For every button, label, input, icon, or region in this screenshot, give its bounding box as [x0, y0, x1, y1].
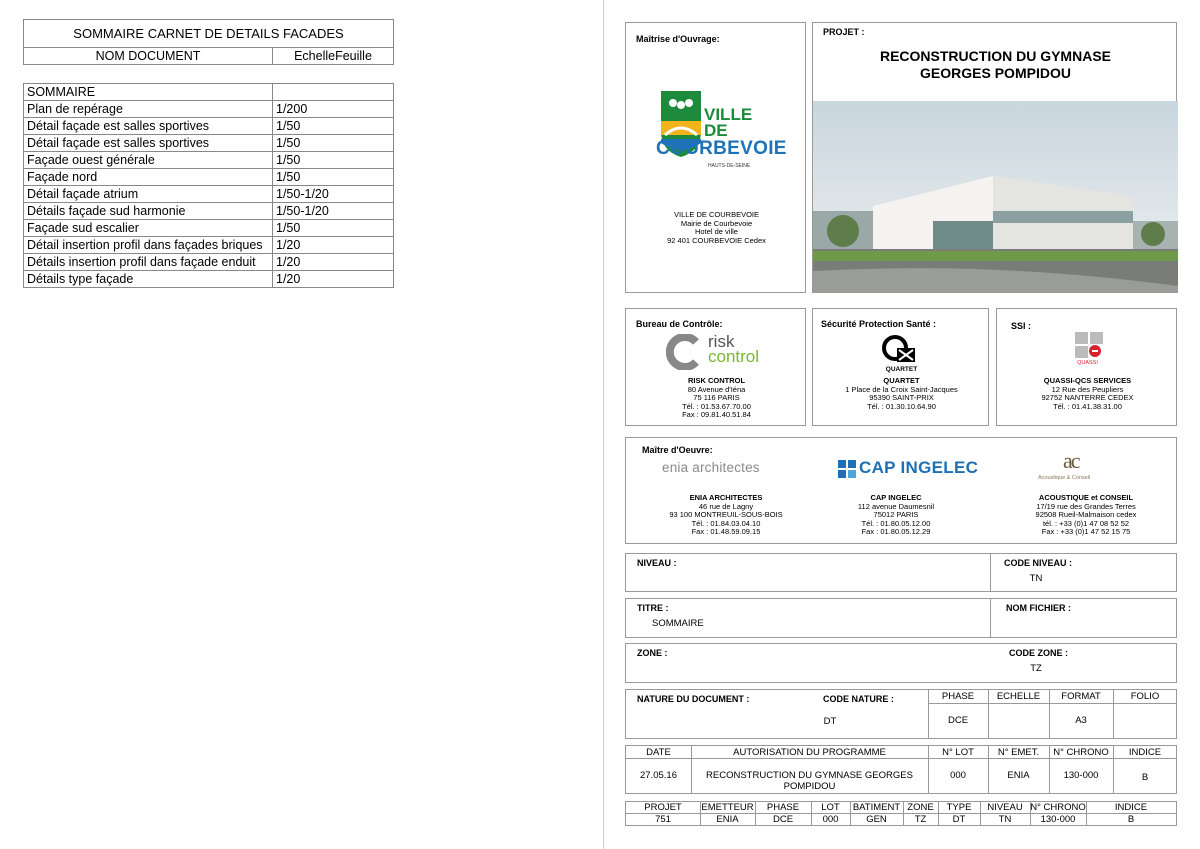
- quartet-address-line: 1 Place de la Croix Saint-Jacques: [845, 384, 958, 394]
- titre-value: SOMMAIRE: [652, 618, 704, 629]
- risk-logo-line1: risk: [708, 332, 735, 351]
- risk-address: [626, 377, 807, 420]
- divider: [626, 758, 1176, 759]
- quassi-logo-text: QUASSI: [1077, 360, 1098, 366]
- zone-label: ZONE :: [637, 648, 668, 658]
- sheet-divider: [603, 0, 604, 849]
- autorisation-header: AUTORISATION DU PROGRAMME: [733, 747, 886, 758]
- chrono-value: 130-000: [1063, 770, 1099, 781]
- code-header-cell: PHASE: [766, 802, 800, 813]
- ac-address: [996, 494, 1176, 537]
- format-header: FORMAT: [1061, 691, 1101, 702]
- summary-table: [23, 83, 394, 288]
- enia-address: [626, 494, 826, 537]
- phase-value: DCE: [947, 715, 969, 726]
- summary-row-name: Détail insertion profil dans façades briques: [24, 237, 273, 254]
- divider: [990, 554, 991, 591]
- logo-de: DE: [704, 121, 728, 140]
- autorisation-line2: POMPIDOU: [783, 781, 836, 792]
- summary-row-scale: 1/50: [273, 118, 394, 135]
- code-value-cell: GEN: [866, 814, 887, 825]
- summary-row-name: Détails insertion profil dans façade enduit: [24, 254, 273, 271]
- summary-row-scale: 1/50: [273, 152, 394, 169]
- cap-address-line: 112 avenue Daumesnil: [857, 501, 935, 511]
- enia-address-line: 93 100 MONTREUIL-SOUS-BOIS: [669, 510, 783, 520]
- chrono-header: N° CHRONO: [1053, 747, 1109, 758]
- cap-address-line: 75012 PARIS: [873, 510, 919, 520]
- enia-address-line: 46 rue de Lagny: [698, 501, 754, 511]
- sps-label: Sécurité Protection Santé :: [821, 319, 937, 329]
- enia-address-line: Fax : 01.48.59.09.15: [691, 527, 761, 537]
- ac-address-line: 92508 Rueil-Malmaison cedex: [1035, 510, 1137, 520]
- code-niveau-label: CODE NIVEAU :: [1004, 558, 1073, 568]
- bureau-label: Bureau de Contrôle:: [636, 319, 723, 329]
- ac-address-line: tél. : +33 (0)1 47 08 52 52: [1042, 518, 1130, 528]
- summary-row-name: Détail façade est salles sportives: [24, 135, 273, 152]
- risk-address-line: Tél. : 01.53.67.70.00: [682, 401, 751, 411]
- code-header-cell: INDICE: [1114, 802, 1148, 813]
- divider: [990, 599, 991, 637]
- risk-logo-line2: control: [708, 347, 760, 366]
- summary-title: SOMMAIRE CARNET DE DETAILS FACADES: [24, 20, 394, 48]
- summary-row: [24, 237, 394, 254]
- titre-label: TITRE :: [637, 603, 669, 613]
- code-value-cell: 130-000: [1040, 814, 1076, 825]
- logo-hauts-de-seine: HAUTS-DE-SEINE: [708, 163, 751, 169]
- risk-address-line: RISK CONTROL: [687, 376, 746, 385]
- col-doc-header: NOM DOCUMENT: [24, 48, 273, 65]
- code-value-cell: TZ: [914, 814, 927, 825]
- code-value-cell: B: [1127, 814, 1135, 825]
- code-header-cell: NIVEAU: [987, 802, 1023, 813]
- maitrise-box: [625, 22, 806, 293]
- ac-address-line: ACOUSTIQUE et CONSEIL: [1038, 493, 1134, 502]
- summary-row-name: Façade ouest générale: [24, 152, 273, 169]
- autorisation-line1: RECONSTRUCTION DU GYMNASE GEORGES: [706, 770, 913, 781]
- phase-header: PHASE: [941, 691, 975, 702]
- summary-row-scale: 1/50: [273, 135, 394, 152]
- indice-value: B: [1141, 772, 1149, 783]
- projet-box: [812, 22, 1177, 293]
- code-niveau-value: TN: [1029, 573, 1043, 584]
- zone-box: [625, 643, 1177, 683]
- code-header-cell: BATIMENT: [852, 802, 901, 813]
- logo-ville: VILLE: [704, 105, 753, 124]
- titre-box: [625, 598, 1177, 638]
- summary-row-name: Détails façade sud harmonie: [24, 203, 273, 220]
- enia-logo: enia architectes: [662, 460, 760, 475]
- ac-address-line: Fax : +33 (0)1 47 52 15 75: [1041, 527, 1131, 537]
- niveau-box: [625, 553, 1177, 592]
- code-header-cell: N° CHRONO: [1030, 802, 1086, 813]
- lot-value: 000: [950, 770, 966, 781]
- nature-box: [625, 689, 1177, 739]
- summary-row-name: Plan de repérage: [24, 101, 273, 118]
- projet-title-line1: RECONSTRUCTION DU GYMNASE: [879, 48, 1111, 64]
- code-value-cell: DT: [952, 814, 966, 825]
- maitrise-label: Maîtrise d'Ouvrage:: [636, 34, 720, 44]
- indice-header: INDICE: [1128, 747, 1162, 758]
- quartet-logo-text: QUARTET: [885, 366, 918, 373]
- quartet-logo-icon: [881, 334, 917, 366]
- quassi-logo-icon: [1075, 332, 1103, 358]
- ac-address-line: 17/19 rue des Grandes Terres: [1036, 501, 1136, 511]
- cap-ingelec-mark-icon: [838, 460, 856, 478]
- summary-row-scale: 1/20: [273, 237, 394, 254]
- summary-row: [24, 169, 394, 186]
- bureau-controle-box: [625, 308, 806, 426]
- summary-row-scale: 1/50: [273, 220, 394, 237]
- code-value-cell: ENIA: [716, 814, 739, 825]
- code-zone-label: CODE ZONE :: [1009, 648, 1069, 658]
- risk-address-line: Fax : 09.81.40.51.84: [682, 410, 751, 420]
- summary-row-scale: 1/50: [273, 169, 394, 186]
- code-header-cell: PROJET: [644, 802, 682, 813]
- date-header: DATE: [646, 747, 671, 758]
- summary-section-scale: [273, 84, 394, 101]
- folio-header: FOLIO: [1130, 691, 1160, 702]
- summary-header-table: [23, 19, 394, 65]
- cap-address-line: Fax : 01.80.05.12.29: [861, 527, 931, 537]
- summary-row: [24, 135, 394, 152]
- emet-value: ENIA: [1007, 770, 1030, 781]
- summary-row: [24, 254, 394, 271]
- code-value-cell: TN: [998, 814, 1012, 825]
- format-value: A3: [1075, 715, 1087, 726]
- autorisation-value: [691, 770, 928, 792]
- date-value: 27.05.16: [640, 770, 677, 781]
- code-value-cell: 751: [655, 814, 671, 825]
- code-nature-label: CODE NATURE :: [823, 694, 894, 704]
- quartet-address: [813, 377, 990, 411]
- cap-address: [811, 494, 981, 537]
- summary-row: [24, 101, 394, 118]
- summary-row: [24, 220, 394, 237]
- quartet-address-line: QUARTET: [883, 376, 920, 385]
- emet-header: N° EMET.: [997, 747, 1040, 758]
- projet-label: PROJET :: [823, 27, 865, 37]
- courbevoie-logo: [656, 91, 787, 181]
- moe-box: [625, 437, 1177, 544]
- summary-row-name: Façade sud escalier: [24, 220, 273, 237]
- summary-section: SOMMAIRE: [24, 84, 273, 101]
- summary-row-scale: 1/50-1/20: [273, 186, 394, 203]
- lot-header: N° LOT: [942, 747, 974, 758]
- code-header-cell: ZONE: [907, 802, 934, 813]
- code-value-cell: DCE: [772, 814, 794, 825]
- summary-row: [24, 118, 394, 135]
- code-header-cell: LOT: [821, 802, 840, 813]
- summary-row-name: Détail façade atrium: [24, 186, 273, 203]
- maitrise-address: [626, 211, 807, 245]
- code-nature-value: DT: [823, 716, 837, 727]
- autorisation-box: [625, 745, 1177, 794]
- col-scale-header: EchelleFeuille: [273, 48, 394, 65]
- ac-logo-sub: Acoustique & Conseil: [1038, 475, 1091, 481]
- enia-address-line: Tél. : 01.84.03.04.10: [691, 518, 761, 528]
- cap-address-line: Tél. : 01.80.05.12.00: [861, 518, 931, 528]
- code-header-cell: EMETTEUR: [701, 802, 754, 813]
- summary-row-scale: 1/50-1/20: [273, 203, 394, 220]
- quassi-address-line: QUASSI-QCS SERVICES: [1043, 376, 1132, 385]
- enia-address-line: ENIA ARCHITECTES: [689, 493, 763, 502]
- gymnasium-rendering-image: [813, 101, 1178, 293]
- sps-box: [812, 308, 989, 426]
- summary-row-scale: 1/200: [273, 101, 394, 118]
- projet-title: [813, 48, 1178, 82]
- quassi-address-line: 12 Rue des Peupliers: [1051, 384, 1124, 394]
- maitrise-address-line: Mairie de Courbevoie: [680, 218, 753, 228]
- code-zone-value: TZ: [1030, 663, 1042, 674]
- code-value-cell: 000: [822, 814, 839, 825]
- summary-row-scale: 1/20: [273, 271, 394, 288]
- logo-courbevoie: COURBEVOIE: [656, 138, 787, 159]
- summary-row: [24, 186, 394, 203]
- quartet-address-line: Tél. : 01.30.10.64.90: [867, 401, 936, 411]
- quartet-address-line: 95390 SAINT-PRIX: [869, 393, 934, 403]
- summary-row-scale: 1/20: [273, 254, 394, 271]
- cap-ingelec-logo: CAP INGELEC: [859, 458, 979, 477]
- divider: [928, 703, 1177, 704]
- ac-logo-mark: ac: [1063, 448, 1079, 473]
- cap-address-line: CAP INGELEC: [870, 493, 922, 502]
- code-header-cell: TYPE: [946, 802, 972, 813]
- summary-row-name: Détails type façade: [24, 271, 273, 288]
- quassi-address: [997, 377, 1178, 411]
- nom-fichier-label: NOM FICHIER :: [1006, 603, 1071, 613]
- maitrise-address-line: 92 401 COURBEVOIE Cedex: [667, 235, 766, 245]
- quassi-address-line: 92752 NANTERRE CEDEX: [1041, 393, 1134, 403]
- ssi-box: [996, 308, 1177, 426]
- code-table: [625, 801, 1177, 826]
- risk-address-line: 80 Avenue d'Iéna: [687, 384, 746, 394]
- nature-label: NATURE DU DOCUMENT :: [637, 694, 750, 704]
- echelle-header: ECHELLE: [996, 691, 1041, 702]
- summary-row: [24, 152, 394, 169]
- maitrise-address-line: VILLE DE COURBEVOIE: [673, 210, 760, 219]
- moe-label: Maître d'Oeuvre:: [642, 445, 713, 455]
- summary-row-name: Façade nord: [24, 169, 273, 186]
- risk-address-line: 75 116 PARIS: [693, 393, 740, 403]
- risk-control-mark-icon: [666, 334, 704, 370]
- summary-row: [24, 203, 394, 220]
- summary-row: [24, 271, 394, 288]
- ssi-label: SSI :: [1011, 321, 1032, 331]
- niveau-label: NIVEAU :: [637, 558, 677, 568]
- maitrise-address-line: Hotel de ville: [695, 227, 738, 237]
- projet-title-line2: GEORGES POMPIDOU: [920, 65, 1071, 81]
- quassi-address-line: Tél. : 01.41.38.31.00: [1053, 401, 1122, 411]
- summary-row-name: Détail façade est salles sportives: [24, 118, 273, 135]
